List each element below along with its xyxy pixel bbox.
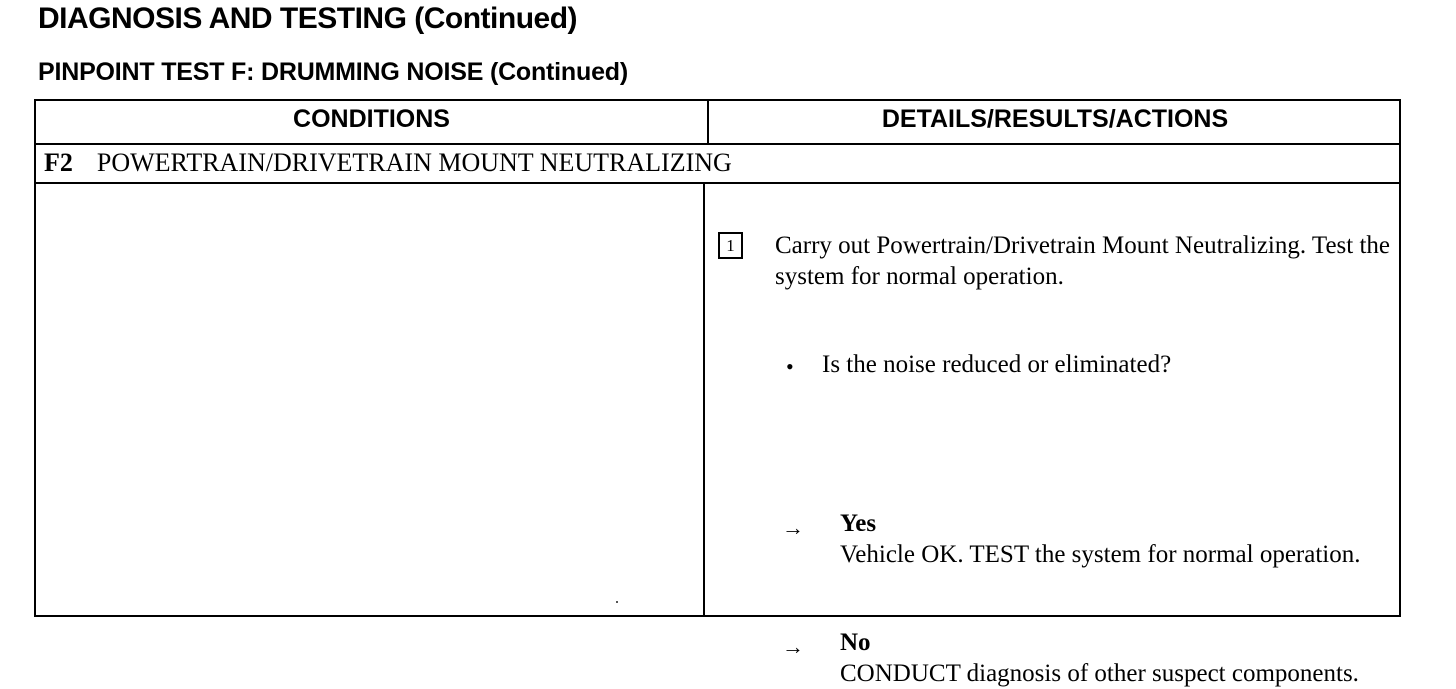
section-heading: [44, 148, 732, 178]
table-header-row: [36, 101, 1399, 145]
answer-no-text: CONDUCT diagnosis of other suspect components.: [840, 660, 1359, 687]
details-cell: [705, 186, 1399, 687]
pinpoint-test-table: [34, 99, 1401, 687]
section-code: F2: [44, 148, 73, 177]
step-number-box: 1: [718, 232, 743, 259]
conditions-header: CONDITIONS: [293, 105, 450, 133]
answer-no: [840, 627, 1400, 689]
arrow-right-icon: →: [782, 515, 804, 540]
answer-yes-label: Yes: [840, 510, 877, 537]
details-header: DETAILS/RESULTS/ACTIONS: [881, 105, 1229, 133]
page-title: DIAGNOSIS AND TESTING (Continued): [38, 2, 578, 35]
bullet-icon: •: [786, 354, 794, 379]
page-subtitle: PINPOINT TEST F: DRUMMING NOISE (Continued): [38, 58, 628, 86]
step-instruction: Carry out Powertrain/Drivetrain Mount Neutralizing. Test the system for normal operation.: [775, 232, 1391, 290]
answer-yes-text: Vehicle OK. TEST the system for normal operation.: [840, 541, 1361, 568]
scan-speck: [616, 601, 618, 603]
section-row: [36, 143, 1399, 184]
section-title: POWERTRAIN/DRIVETRAIN MOUNT NEUTRALIZING: [96, 148, 732, 177]
arrow-right-icon: →: [782, 634, 804, 659]
answer-yes: [840, 508, 1400, 570]
test-question: Is the noise reduced or eliminated?: [822, 351, 1172, 378]
answer-no-label: No: [840, 629, 871, 656]
